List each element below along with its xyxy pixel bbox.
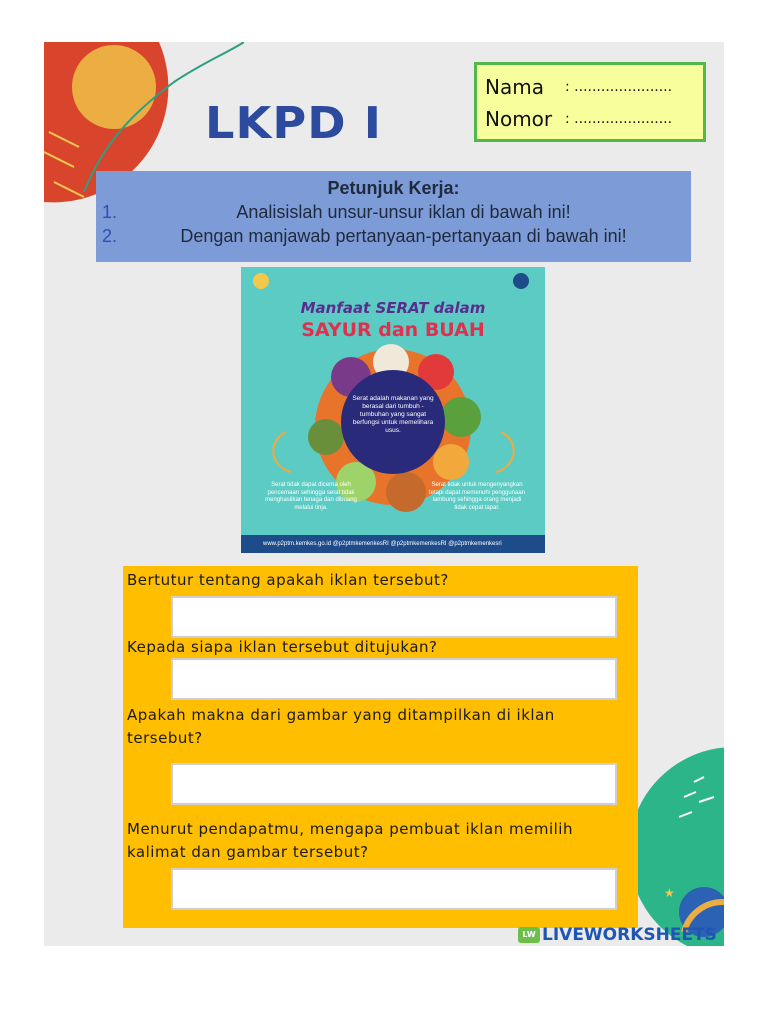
instructions-box bbox=[96, 171, 691, 262]
instruction-text: Dengan manjawab pertanyaan-pertanyaan di bawah ini! bbox=[180, 226, 627, 246]
question-3: Apakah makna dari gambar yang ditampilkan di iklan tersebut? bbox=[127, 706, 555, 747]
question-1: Bertutur tentang apakah iklan tersebut? bbox=[127, 571, 449, 589]
name-row[interactable] bbox=[485, 71, 695, 103]
brand-text: LIVEWORKSHEETS bbox=[542, 925, 717, 945]
questions-box bbox=[123, 566, 638, 928]
liveworksheets-brand[interactable] bbox=[518, 924, 717, 946]
worksheet-title: LKPD I bbox=[205, 98, 383, 149]
answer-input-4[interactable] bbox=[171, 868, 617, 910]
advertisement-poster bbox=[241, 267, 545, 553]
poster-footer: www.p2ptm.kemkes.go.id @p2ptmkemenkesRI @p2ptmkemenkesRI @p2ptmkemenkesri bbox=[241, 535, 545, 553]
instruction-text: Analisislah unsur-unsur iklan di bawah ini! bbox=[236, 202, 571, 222]
instructions-heading: Petunjuk Kerja: bbox=[327, 178, 460, 198]
name-label: Nama bbox=[485, 75, 544, 99]
identity-box bbox=[474, 62, 706, 142]
instruction-number: 1. bbox=[102, 202, 118, 222]
answer-input-3[interactable] bbox=[171, 763, 617, 805]
instruction-item bbox=[96, 200, 691, 224]
decorative-shapes-bottom-right bbox=[624, 742, 724, 946]
name-value: : ...................... bbox=[565, 79, 673, 95]
svg-text:★: ★ bbox=[664, 886, 675, 900]
poster-title-line2: SAYUR dan BUAH bbox=[301, 319, 485, 341]
instruction-number: 2. bbox=[102, 226, 118, 246]
poster-title-line1: Manfaat SERAT dalam bbox=[300, 299, 486, 317]
answer-input-2[interactable] bbox=[171, 658, 617, 700]
instruction-item bbox=[96, 224, 691, 248]
answer-input-1[interactable] bbox=[171, 596, 617, 638]
germas-logo-icon bbox=[513, 273, 529, 289]
liveworksheets-logo-icon: LW bbox=[518, 927, 540, 943]
number-label: Nomor bbox=[485, 107, 553, 131]
poster-right-text: Serat tidak untuk mengenyangkan tetapi dapat memenuhi penggunaan lambung sehingga orang menjadi tidak cepat lapar. bbox=[428, 482, 526, 511]
number-value: : ...................... bbox=[565, 111, 673, 127]
poster-center-text: Serat adalah makanan yang berasal dari tumbuh - tumbuhan yang sangat berfungsi untuk memelihara usus. bbox=[352, 395, 434, 434]
poster-left-text: Serat tidak dapat dicerna oleh pencernaan sehingga serat tidak menghasilkan tenaga dan dibuang melalui tinja. bbox=[265, 482, 357, 511]
question-4: Menurut pendapatmu, mengapa pembuat iklan memilih kalimat dan gambar tersebut? bbox=[127, 820, 573, 861]
ministry-logo-icon bbox=[253, 273, 269, 289]
question-2: Kepada siapa iklan tersebut ditujukan? bbox=[127, 638, 438, 656]
number-row[interactable] bbox=[485, 103, 695, 135]
